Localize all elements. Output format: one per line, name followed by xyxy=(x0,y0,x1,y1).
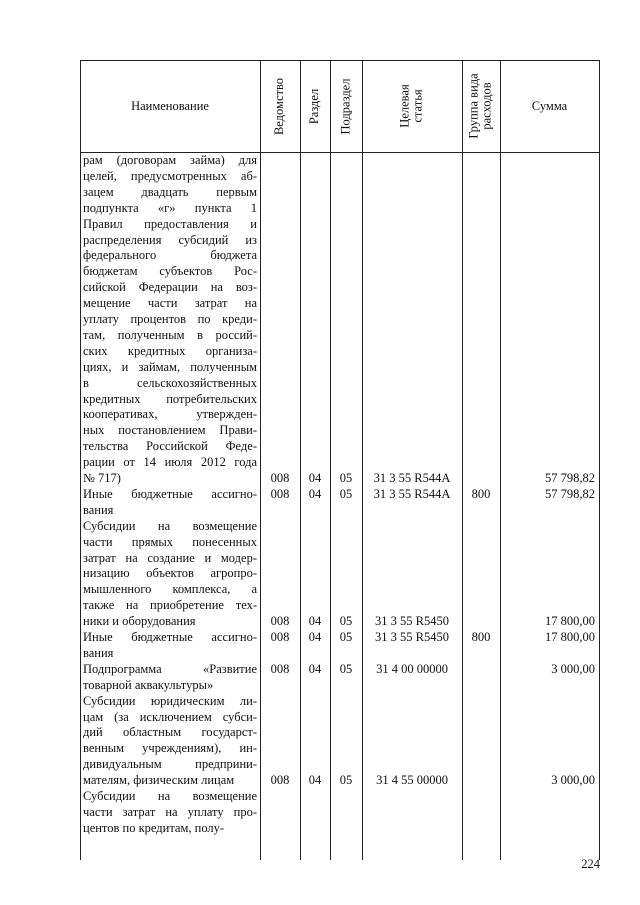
row-2-name-line: низацию объектов агропро- xyxy=(83,566,257,581)
row-0-podrazdel: 05 xyxy=(339,471,353,485)
row-5-vedomstvo: 008 xyxy=(270,773,290,788)
row-1-vedomstvo: 008 xyxy=(270,486,290,501)
row-0-name-line: тельства Российской Феде- xyxy=(83,439,257,454)
row-0-name-line: уплату процентов по креди- xyxy=(83,312,257,326)
row-0-name-line: там, полученным в россий- xyxy=(83,327,257,342)
col-line-3 xyxy=(330,60,331,860)
header-summa-text: Сумма xyxy=(531,98,568,113)
row-5-name-line: Субсидии юридическим ли- xyxy=(83,693,257,708)
row-3-gruppa-rashodov: 800 xyxy=(471,630,491,644)
row-5-summa: 3 000,00 xyxy=(551,773,595,788)
row-0-name-line: рам (договорам займа) для xyxy=(83,153,257,167)
row-0-name-line: подпункта «г» пункта 1 xyxy=(83,200,257,215)
header-celevaya xyxy=(362,60,462,152)
row-3-name-line: Иные бюджетные ассигно- xyxy=(83,630,257,644)
row-3-celevaya-statya: 31 3 55 R5450 xyxy=(375,630,449,644)
row-1-razdel: 04 xyxy=(308,486,322,501)
row-4-celevaya-statya: 31 4 00 00000 xyxy=(376,661,448,676)
row-5-name-line: дий областным государст- xyxy=(83,725,257,740)
header-celevaya-line2: статья xyxy=(411,89,425,123)
header-gruppa-line2: расходов xyxy=(480,82,495,130)
row-5-celevaya-statya: 31 4 55 00000 xyxy=(376,773,448,788)
row-2-name-line: мышленного комплекса, а xyxy=(83,582,257,597)
row-1-gruppa-rashodov: 800 xyxy=(471,486,491,501)
row-0-name-line: рации от 14 июля 2012 года xyxy=(83,455,257,470)
row-0-name-line: сийской Федерации на воз- xyxy=(83,280,257,295)
row-5-podrazdel: 05 xyxy=(339,773,353,788)
row-2-name-line: ники и оборудования xyxy=(83,614,196,629)
budget-table xyxy=(80,60,600,860)
header-name-text: Наименование xyxy=(131,98,209,113)
row-4-podrazdel: 05 xyxy=(339,661,353,676)
header-vedomstvo xyxy=(260,60,300,152)
col-line-7 xyxy=(599,60,600,860)
row-2-name-line: Субсидии на возмещение xyxy=(83,518,257,533)
row-3-podrazdel: 05 xyxy=(339,630,353,644)
row-5-name-line: цам (за исключением субси- xyxy=(83,709,257,724)
header-gruppa-line1: Группа вида xyxy=(467,73,482,139)
header-vedomstvo-text: Ведомство xyxy=(272,77,287,135)
row-4-name-line: Подпрограмма «Развитие xyxy=(83,661,257,676)
header-celevaya-text xyxy=(399,84,425,127)
row-0-name-line: циях, и займам, полученным xyxy=(83,359,257,374)
header-name xyxy=(80,60,260,152)
row-0-razdel: 04 xyxy=(308,471,322,485)
row-5-name-line: венным учреждениям), ин- xyxy=(83,741,257,756)
row-1-summa: 57 798,82 xyxy=(545,486,595,501)
row-0-name-line: федерального бюджета xyxy=(83,248,257,263)
row-4-razdel: 04 xyxy=(308,661,322,676)
row-4-name-line: товарной аквакультуры» xyxy=(83,677,214,692)
row-1-name-line: вания xyxy=(83,502,114,517)
page-number: 224 xyxy=(581,857,600,871)
col-line-6 xyxy=(500,60,501,860)
row-0-summa: 57 798,82 xyxy=(545,471,595,485)
row-0-name-line: ных постановлением Прави- xyxy=(83,423,257,438)
header-podrazdel xyxy=(330,60,362,152)
row-5-name-line: мателям, физическим лицам xyxy=(83,773,235,788)
row-0-name-line: зацем двадцать первым xyxy=(83,184,257,199)
row-1-celevaya-statya: 31 3 55 R544A xyxy=(373,486,451,501)
row-5-name-line: дивидуальным предприни- xyxy=(83,757,257,772)
header-celevaya-line1: Целевая xyxy=(398,84,412,128)
row-0-name-line: распределения субсидий из xyxy=(83,232,257,247)
row-3-summa: 17 800,00 xyxy=(545,630,595,644)
row-0-name-line: кредитных потребительских xyxy=(83,391,257,406)
header-razdel xyxy=(300,60,330,152)
row-0-name-line: ских кредитных организа- xyxy=(83,343,257,358)
header-gruppa-text xyxy=(468,73,494,138)
row-0-vedomstvo: 008 xyxy=(270,471,290,485)
row-2-name-line: также на приобретение тех- xyxy=(83,598,257,613)
row-2-summa: 17 800,00 xyxy=(545,614,595,629)
header-podrazdel-text: Подраздел xyxy=(338,78,353,134)
row-2-name-line: части прямых понесенных xyxy=(83,534,257,549)
header-summa xyxy=(500,60,599,152)
row-2-podrazdel: 05 xyxy=(339,614,353,629)
row-3-name-line: вания xyxy=(83,645,114,660)
row-2-vedomstvo: 008 xyxy=(270,614,290,629)
row-6-name-line: Субсидии на возмещение xyxy=(83,789,257,803)
row-0-name-line: бюджетам субъектов Рос- xyxy=(83,264,257,279)
row-3-vedomstvo: 008 xyxy=(270,630,290,644)
col-line-2 xyxy=(300,60,301,860)
row-0-name-line: № 717) xyxy=(83,471,121,485)
row-2-razdel: 04 xyxy=(308,614,322,629)
row-0-name-line: кооперативах, утвержден- xyxy=(83,407,257,422)
col-line-5 xyxy=(462,60,463,860)
row-3-razdel: 04 xyxy=(308,630,322,644)
row-0-celevaya-statya: 31 3 55 R544A xyxy=(373,471,451,485)
row-4-summa: 3 000,00 xyxy=(551,661,595,676)
row-2-celevaya-statya: 31 3 55 R5450 xyxy=(375,614,449,629)
row-0-name-line: целей, предусмотренных аб- xyxy=(83,168,257,183)
row-6-name-line: центов по кредитам, полу- xyxy=(83,820,225,835)
row-0-name-line: в сельскохозяйственных xyxy=(83,375,257,390)
row-0-name-line: Правил предоставления и xyxy=(83,216,257,231)
row-2-name-line: затрат на создание и модер- xyxy=(83,550,257,565)
row-4-vedomstvo: 008 xyxy=(270,661,290,676)
row-5-razdel: 04 xyxy=(308,773,322,788)
row-1-name-line: Иные бюджетные ассигно- xyxy=(83,486,257,501)
row-0-name-line: мещение части затрат на xyxy=(83,296,257,311)
row-6-name-line: части затрат на уплату про- xyxy=(83,804,257,819)
row-1-podrazdel: 05 xyxy=(339,486,353,501)
header-gruppa xyxy=(462,60,500,152)
header-razdel-text: Раздел xyxy=(307,88,322,124)
col-line-1 xyxy=(260,60,261,860)
col-line-0 xyxy=(80,60,81,860)
col-line-4 xyxy=(362,60,363,860)
